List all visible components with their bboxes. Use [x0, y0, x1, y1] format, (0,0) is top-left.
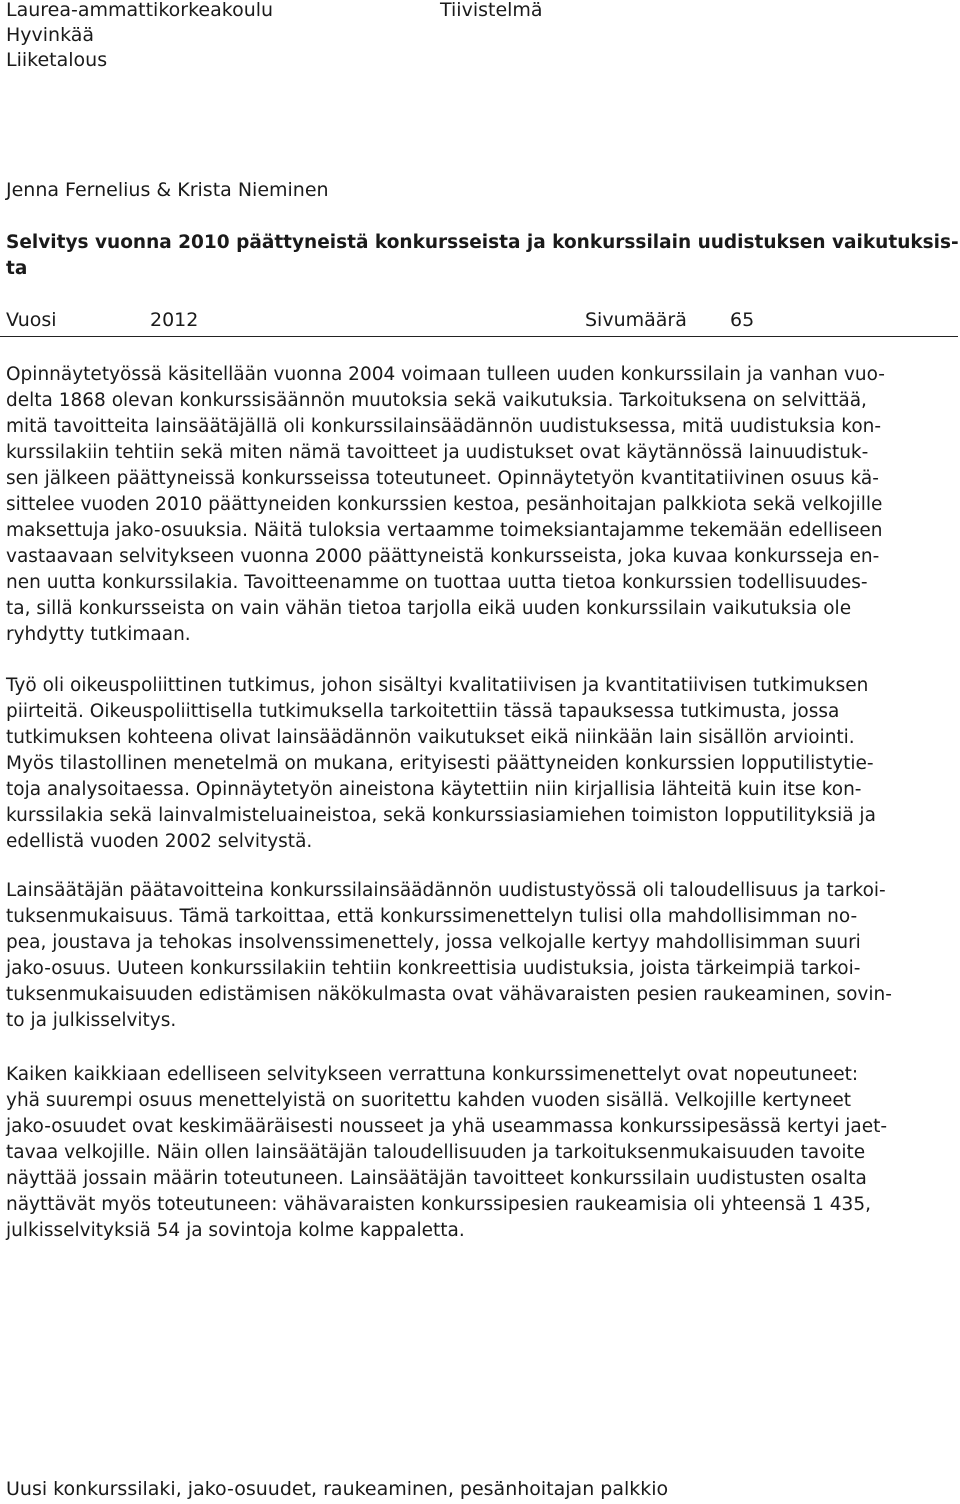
text-line: nen uutta konkurssilakia. Tavoitteenamme on tuottaa uutta tietoa konkurssien todellisuudes-: [6, 572, 868, 593]
abstract-paragraph-3: [6, 878, 946, 1034]
text-line: to ja julkisselvitys.: [6, 1010, 177, 1031]
year-label: Vuosi: [6, 309, 57, 331]
text-line: kurssilakia sekä lainvalmisteluaineistoa, sekä konkurssiasiamiehen toimiston lopputilityksiä ja: [6, 805, 876, 826]
abstract-paragraph-1: [6, 362, 946, 648]
text-line: näyttävät myös toteutuneen: vähävaraisten konkurssipesien raukeamisia oli yhteensä 1 435,: [6, 1194, 871, 1215]
pages-value: 65: [730, 309, 755, 331]
text-line: tuksenmukaisuus. Tämä tarkoittaa, että konkurssimenettelyn tulisi olla mahdollisimman no-: [6, 906, 858, 927]
degree-programme: Liiketalous: [6, 49, 108, 71]
text-line: ryhdytty tutkimaan.: [6, 624, 191, 645]
text-line: sittelee vuoden 2010 päättyneiden konkurssien kestoa, pesänhoitajan palkkiota sekä velkojille: [6, 494, 883, 515]
text-line: näyttää jossain määrin toteutuneen. Lainsäätäjän tavoitteet konkurssilain uudistusten osalta: [6, 1168, 867, 1189]
text-line: sen jälkeen päättyneissä konkursseissa toteutuneet. Opinnäytetyön kvantitatiivinen osuus kä-: [6, 468, 879, 489]
abstract-paragraph-2: [6, 673, 946, 855]
text-line: vastaavaan selvitykseen vuonna 2000 päättyneistä konkursseista, joka kuvaa konkursseja en-: [6, 546, 880, 567]
text-line: yhä suurempi osuus menettelyistä on suoritettu kahden vuoden sisällä. Velkojille kertyneet: [6, 1090, 852, 1111]
campus-name: Hyvinkää: [6, 24, 95, 46]
meta-row: [0, 306, 958, 337]
title-line: Selvitys vuonna 2010 päättyneistä konkursseista ja konkurssilain uudistuksen vaikutuksis-: [6, 232, 959, 253]
text-line: Kaiken kaikkiaan edelliseen selvitykseen verrattuna konkurssimenettelyt ovat nopeutuneet:: [6, 1064, 859, 1085]
keywords: Uusi konkurssilaki, jako-osuudet, raukeaminen, pesänhoitajan palkkio: [6, 1478, 669, 1500]
text-line: ta, sillä konkursseista on vain vähän tietoa tarjolla eikä uuden konkurssilain vaikutuksia ole: [6, 598, 852, 619]
text-line: pea, joustava ja tehokas insolvenssimenettely, jossa velkojalle kertyy mahdollisimman suuri: [6, 932, 861, 953]
abstract-paragraph-4: [6, 1062, 946, 1244]
text-line: toja analysoitaessa. Opinnäytetyön aineistona käytettiin niin kirjallisia lähteitä kuin itse kon-: [6, 779, 862, 800]
title-line: ta: [6, 258, 28, 279]
text-line: tutkimuksen kohteena olivat lainsäädännön vaikutukset eikä niinkään lain sisällön arviointi.: [6, 727, 855, 748]
text-line: jako-osuus. Uuteen konkurssilakiin tehtiin konkreettisia uudistuksia, joista tärkeimpiä tarkoi-: [6, 958, 861, 979]
text-line: tavaa velkojille. Näin ollen lainsäätäjän taloudellisuuden ja tarkoituksenmukaisuuden tavoite: [6, 1142, 866, 1163]
authors: Jenna Fernelius & Krista Nieminen: [6, 179, 329, 201]
thesis-title: [6, 230, 959, 282]
text-line: delta 1868 olevan konkurssisäännön muutoksia sekä vaikutuksia. Tarkoituksena on selvittää,: [6, 390, 867, 411]
year-value: 2012: [150, 309, 199, 331]
text-line: mitä tavoitteita lainsäätäjällä oli konkurssilainsäädännön uudistuksessa, mitä uudistuksia kon-: [6, 416, 882, 437]
text-line: Lainsäätäjän päätavoitteina konkurssilainsäädännön uudistustyössä oli taloudellisuus ja tarkoi-: [6, 880, 886, 901]
document-type: Tiivistelmä: [440, 0, 543, 21]
text-line: tuksenmukaisuuden edistämisen näkökulmasta ovat vähävaraisten pesien raukeaminen, sovin-: [6, 984, 892, 1005]
text-line: Myös tilastollinen menetelmä on mukana, erityisesti päättyneiden konkurssien lopputilistytie-: [6, 753, 874, 774]
text-line: piirteitä. Oikeuspoliittisella tutkimuksella tarkoitettiin tässä tapauksessa tutkimusta, jossa: [6, 701, 840, 722]
organization-name: Laurea-ammattikorkeakoulu: [6, 0, 274, 21]
text-line: Opinnäytetyössä käsitellään vuonna 2004 voimaan tulleen uuden konkurssilain ja vanhan vuo-: [6, 364, 885, 385]
text-line: edellistä vuoden 2002 selvitystä.: [6, 831, 313, 852]
pages-label: Sivumäärä: [585, 309, 687, 331]
text-line: maksettuja jako-osuuksia. Näitä tuloksia vertaamme toimeksiantajamme tekemään edelliseen: [6, 520, 883, 541]
text-line: Työ oli oikeuspoliittinen tutkimus, johon sisältyi kvalitatiivisen ja kvantitatiivisen tutkimuksen: [6, 675, 869, 696]
text-line: jako-osuudet ovat keskimääräisesti nousseet ja yhä useammassa konkurssipesässä kertyi jaet-: [6, 1116, 888, 1137]
text-line: kurssilakiin tehtiin sekä miten nämä tavoitteet ja uudistukset ovat käytännössä lainuudistuk-: [6, 442, 869, 463]
text-line: julkisselvityksiä 54 ja sovintoja kolme kappaletta.: [6, 1220, 465, 1241]
